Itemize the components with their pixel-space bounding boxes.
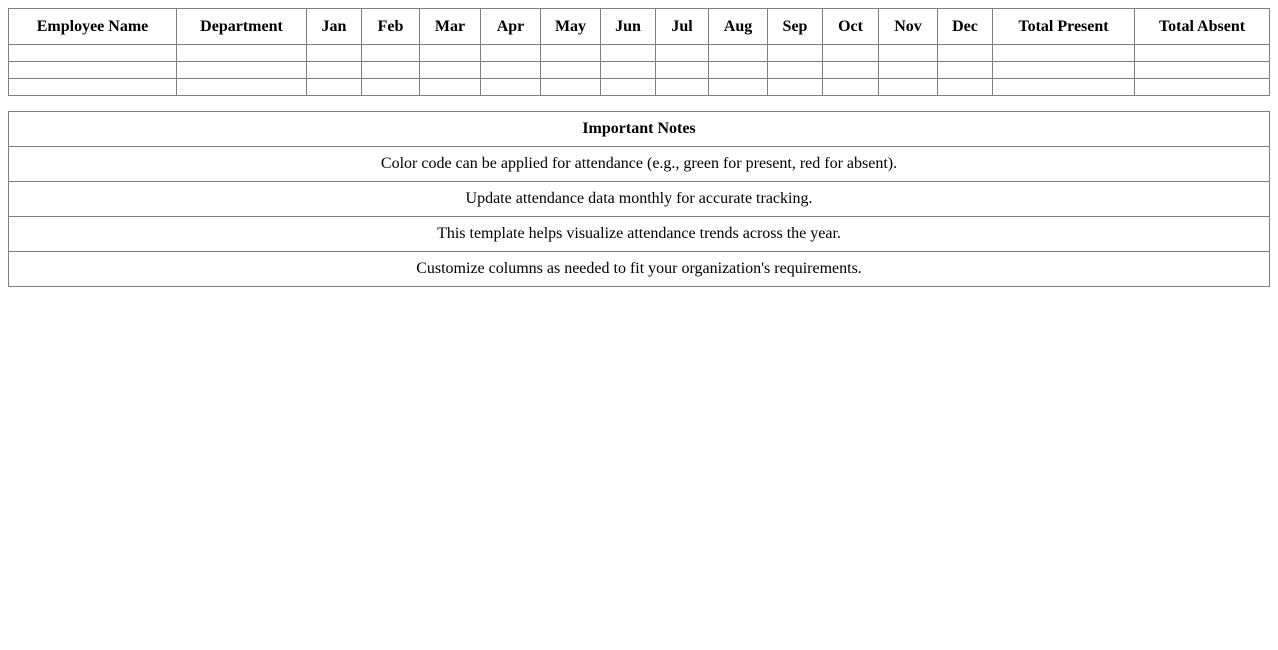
attendance-empty-cell [656, 62, 709, 79]
attendance-empty-cell [541, 45, 601, 62]
column-header-department: Department [177, 9, 307, 45]
attendance-empty-cell [9, 45, 177, 62]
attendance-empty-cell [481, 62, 541, 79]
column-header-may: May [541, 9, 601, 45]
column-header-total-present: Total Present [993, 9, 1135, 45]
attendance-empty-cell [362, 45, 420, 62]
column-header-dec: Dec [938, 9, 993, 45]
attendance-empty-cell [768, 79, 823, 96]
attendance-empty-cell [541, 79, 601, 96]
attendance-empty-cell [768, 62, 823, 79]
note-item: Update attendance data monthly for accurate tracking. [9, 182, 1270, 217]
attendance-empty-cell [601, 45, 656, 62]
attendance-empty-cell [1135, 62, 1270, 79]
attendance-empty-cell [656, 45, 709, 62]
notes-table [8, 111, 1270, 287]
column-header-apr: Apr [481, 9, 541, 45]
attendance-empty-cell [601, 62, 656, 79]
attendance-table-body [9, 45, 1270, 96]
column-header-employee-name: Employee Name [9, 9, 177, 45]
column-header-sep: Sep [768, 9, 823, 45]
attendance-empty-cell [420, 45, 481, 62]
attendance-empty-cell [938, 79, 993, 96]
attendance-empty-row [9, 79, 1270, 96]
note-item: This template helps visualize attendance trends across the year. [9, 217, 1270, 252]
attendance-empty-cell [709, 45, 768, 62]
notes-header-row [9, 112, 1270, 147]
attendance-empty-cell [656, 79, 709, 96]
column-header-total-absent: Total Absent [1135, 9, 1270, 45]
column-header-feb: Feb [362, 9, 420, 45]
attendance-empty-cell [362, 62, 420, 79]
attendance-empty-cell [541, 62, 601, 79]
column-header-nov: Nov [879, 9, 938, 45]
attendance-empty-cell [601, 79, 656, 96]
attendance-empty-cell [481, 79, 541, 96]
attendance-empty-cell [709, 62, 768, 79]
notes-title: Important Notes [9, 112, 1270, 147]
attendance-empty-cell [938, 45, 993, 62]
column-header-jan: Jan [307, 9, 362, 45]
attendance-table [8, 8, 1270, 96]
column-header-jun: Jun [601, 9, 656, 45]
attendance-empty-cell [823, 62, 879, 79]
attendance-empty-cell [993, 45, 1135, 62]
attendance-empty-cell [9, 79, 177, 96]
attendance-empty-cell [307, 79, 362, 96]
attendance-empty-cell [1135, 79, 1270, 96]
attendance-empty-cell [307, 45, 362, 62]
note-row [9, 217, 1270, 252]
attendance-empty-row [9, 62, 1270, 79]
attendance-empty-cell [709, 79, 768, 96]
attendance-empty-cell [823, 45, 879, 62]
note-item: Customize columns as needed to fit your organization's requirements. [9, 252, 1270, 287]
column-header-oct: Oct [823, 9, 879, 45]
note-row [9, 252, 1270, 287]
attendance-empty-cell [420, 62, 481, 79]
attendance-empty-cell [879, 62, 938, 79]
attendance-empty-cell [768, 45, 823, 62]
column-header-mar: Mar [420, 9, 481, 45]
attendance-empty-cell [9, 62, 177, 79]
attendance-empty-cell [481, 45, 541, 62]
attendance-empty-cell [1135, 45, 1270, 62]
attendance-header-row [9, 9, 1270, 45]
attendance-empty-cell [879, 79, 938, 96]
note-row [9, 147, 1270, 182]
attendance-empty-cell [879, 45, 938, 62]
attendance-empty-cell [938, 62, 993, 79]
attendance-empty-cell [993, 79, 1135, 96]
attendance-empty-cell [307, 62, 362, 79]
attendance-empty-cell [177, 79, 307, 96]
note-item: Color code can be applied for attendance (e.g., green for present, red for absent). [9, 147, 1270, 182]
attendance-empty-cell [362, 79, 420, 96]
attendance-empty-cell [420, 79, 481, 96]
attendance-empty-cell [993, 62, 1135, 79]
attendance-empty-cell [823, 79, 879, 96]
attendance-empty-cell [177, 45, 307, 62]
note-row [9, 182, 1270, 217]
column-header-aug: Aug [709, 9, 768, 45]
attendance-empty-row [9, 45, 1270, 62]
attendance-empty-cell [177, 62, 307, 79]
column-header-jul: Jul [656, 9, 709, 45]
